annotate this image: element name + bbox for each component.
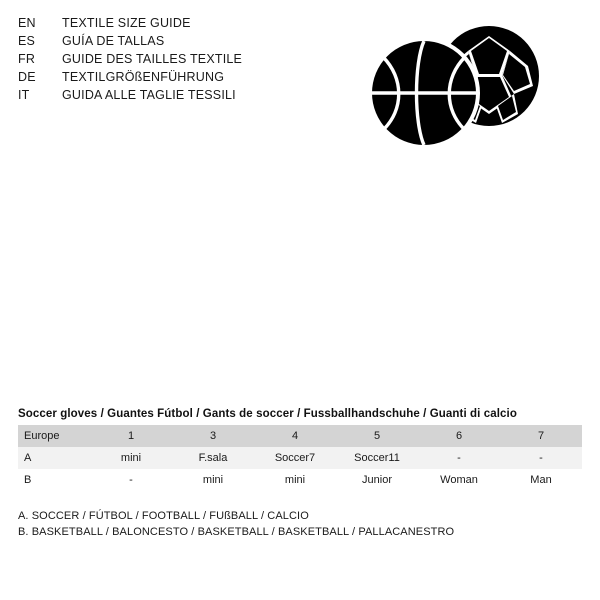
basketball-and-soccer-ball-icon	[352, 18, 562, 168]
table-cell: F.sala	[172, 447, 254, 469]
legend-row	[18, 32, 348, 50]
footnote-a: A. SOCCER / FÚTBOL / FOOTBALL / FUßBALL / CALCIO	[18, 510, 309, 522]
table-row-label: B	[18, 469, 90, 491]
legend-language-code: IT	[18, 88, 30, 102]
table-row	[18, 469, 582, 491]
table-header-cell: 3	[172, 425, 254, 447]
table-cell: mini	[172, 469, 254, 491]
table-cell: mini	[90, 447, 172, 469]
legend-language-text: TEXTILGRÖßENFÜHRUNG	[62, 70, 225, 84]
table-header-cell: 6	[418, 425, 500, 447]
table-header-cell: 4	[254, 425, 336, 447]
footnote-b: B. BASKETBALL / BALONCESTO / BASKETBALL / BASKETBALL / PALLACANESTRO	[18, 526, 455, 538]
language-legend	[18, 14, 348, 104]
table-cell: mini	[254, 469, 336, 491]
legend-language-code: FR	[18, 52, 36, 66]
table-cell: -	[90, 469, 172, 491]
table-header-cell: Europe	[18, 425, 90, 447]
size-table	[18, 425, 582, 491]
legend-language-code: DE	[18, 70, 36, 84]
table-caption: Soccer gloves / Guantes Fútbol / Gants de soccer / Fussballhandschuhe / Guanti di calcio	[18, 408, 517, 420]
legend-language-code: ES	[18, 34, 36, 48]
table-header-cell: 7	[500, 425, 582, 447]
table-header-row	[18, 425, 582, 447]
legend-language-text: GUIDA ALLE TAGLIE TESSILI	[62, 88, 236, 102]
table-cell: Junior	[336, 469, 418, 491]
legend-language-text: GUIDE DES TAILLES TEXTILE	[62, 52, 243, 66]
table-row-label: A	[18, 447, 90, 469]
table-header-cell: 5	[336, 425, 418, 447]
legend-row	[18, 68, 348, 86]
legend-row	[18, 86, 348, 104]
table-cell: -	[500, 447, 582, 469]
legend-language-text: TEXTILE SIZE GUIDE	[62, 16, 191, 30]
basketball-shape	[368, 37, 480, 149]
legend-row	[18, 50, 348, 68]
table-cell: Soccer7	[254, 447, 336, 469]
table-row	[18, 447, 582, 469]
legend-language-code: EN	[18, 16, 36, 30]
table-header-cell: 1	[90, 425, 172, 447]
legend-row	[18, 14, 348, 32]
table-cell: Soccer11	[336, 447, 418, 469]
table-cell: Man	[500, 469, 582, 491]
size-table-block	[18, 408, 582, 491]
table-cell: -	[418, 447, 500, 469]
legend-language-text: GUÍA DE TALLAS	[62, 34, 165, 48]
footnotes	[18, 508, 578, 540]
table-cell: Woman	[418, 469, 500, 491]
